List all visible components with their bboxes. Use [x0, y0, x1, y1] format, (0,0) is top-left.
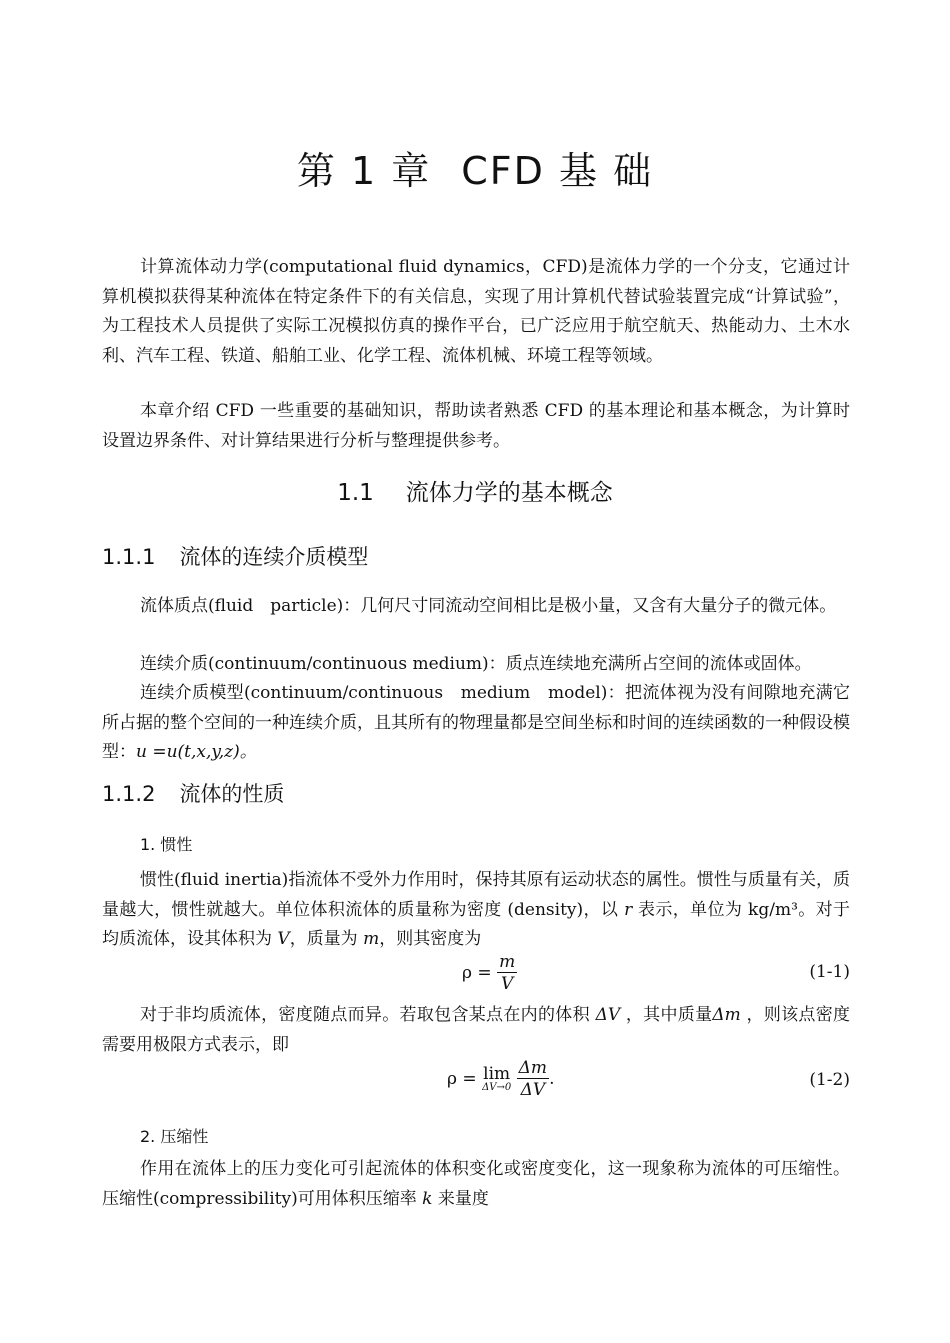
equation-number: (1-2) [809, 1070, 850, 1090]
equation-number: (1-1) [809, 962, 850, 982]
subsection-title: 流体的性质 [179, 782, 285, 806]
continuum-model-text: 连续介质模型(continuum/continuous medium model)：把流体视为没有间隙地充满它所占据的整个空间的一种连续介质，且其所有的物理量都是空间坐标和时间的连续函数的一种假设模型： [102, 683, 850, 762]
compressibility-paragraph: 作用在流体上的压力变化可引起流体的体积变化或密度变化，这一现象称为流体的可压缩性。压缩性(compressibility)可用体积压缩率 k 来量度 [102, 1159, 850, 1209]
subsection-number: 1.1.2 [102, 782, 156, 806]
density-formula: ρ = $\frac{m}{V}$ [462, 952, 516, 994]
chapter-prefix: 第 1 章 [296, 149, 432, 193]
density-limit-formula: ρ = lim ΔV→0 $\frac{\Delta m}{\Delta V}$ . [447, 1058, 555, 1100]
equation-1-2 [102, 1058, 850, 1108]
item-heading-compressibility: 2. 压缩性 [140, 1127, 209, 1146]
intro-paragraph-2: 本章介绍 CFD 一些重要的基础知识，帮助读者熟悉 CFD 的基本理论和基本概念，为计算时设置边界条件、对计算结果进行分析与整理提供参考。 [102, 401, 850, 451]
subsection-heading-1-1-2 [102, 778, 284, 808]
continuum-model-definition [102, 679, 850, 768]
nonuniform-density-paragraph: 对于非均质流体，密度随点而异。若取包含某点在内的体积 ΔV ，其中质量Δm ，则该点密度需要用极限方式表示，即 [102, 1005, 851, 1055]
continuum-definition: 连续介质(continuum/continuous medium)：质点连续地充满所占空间的流体或固体。 [140, 654, 812, 674]
intro-paragraph-1: 计算流体动力学(computational fluid dynamics，CFD)是流体力学的一个分支，它通过计算机模拟获得某种流体在特定条件下的有关信息，实现了用计算机代替试验装置完成“计算试验”，为工程技术人员提供了实际工况模拟仿真的操作平台，已广泛应用于航空航天、热能动力、土木水利、汽车工程、铁道、船舶工业、化学工程、流体机械、环境工程等领域。 [102, 257, 850, 366]
section-title: 流体力学的基本概念 [405, 480, 613, 506]
fluid-particle-definition: 流体质点(fluid particle)：几何尺寸同流动空间相比是极小量，又含有大量分子的微元体。 [140, 596, 837, 616]
subsection-heading-1-1-1 [102, 541, 368, 571]
continuum-model-formula: u =u(t,x,y,z)。 [136, 742, 257, 762]
item-heading-inertia: 1. 惯性 [140, 835, 193, 854]
section-heading-1-1 [0, 474, 950, 507]
subsection-title: 流体的连续介质模型 [179, 545, 369, 569]
chapter-name: CFD 基 础 [461, 149, 654, 193]
chapter-title [0, 140, 950, 195]
section-number: 1.1 [337, 480, 374, 506]
limit-operator: lim ΔV→0 [482, 1063, 512, 1093]
equation-1-1 [102, 952, 850, 1002]
subsection-number: 1.1.1 [102, 545, 156, 569]
inertia-paragraph: 惯性(fluid inertia)指流体不受外力作用时，保持其原有运动状态的属性。惯性与质量有关，质量越大，惯性就越大。单位体积流体的质量称为密度 (density)，以 r 表示，单位为 kg/m³。对于均质流体，设其体积为 V，质量为 m，则其密度为 [102, 870, 851, 949]
